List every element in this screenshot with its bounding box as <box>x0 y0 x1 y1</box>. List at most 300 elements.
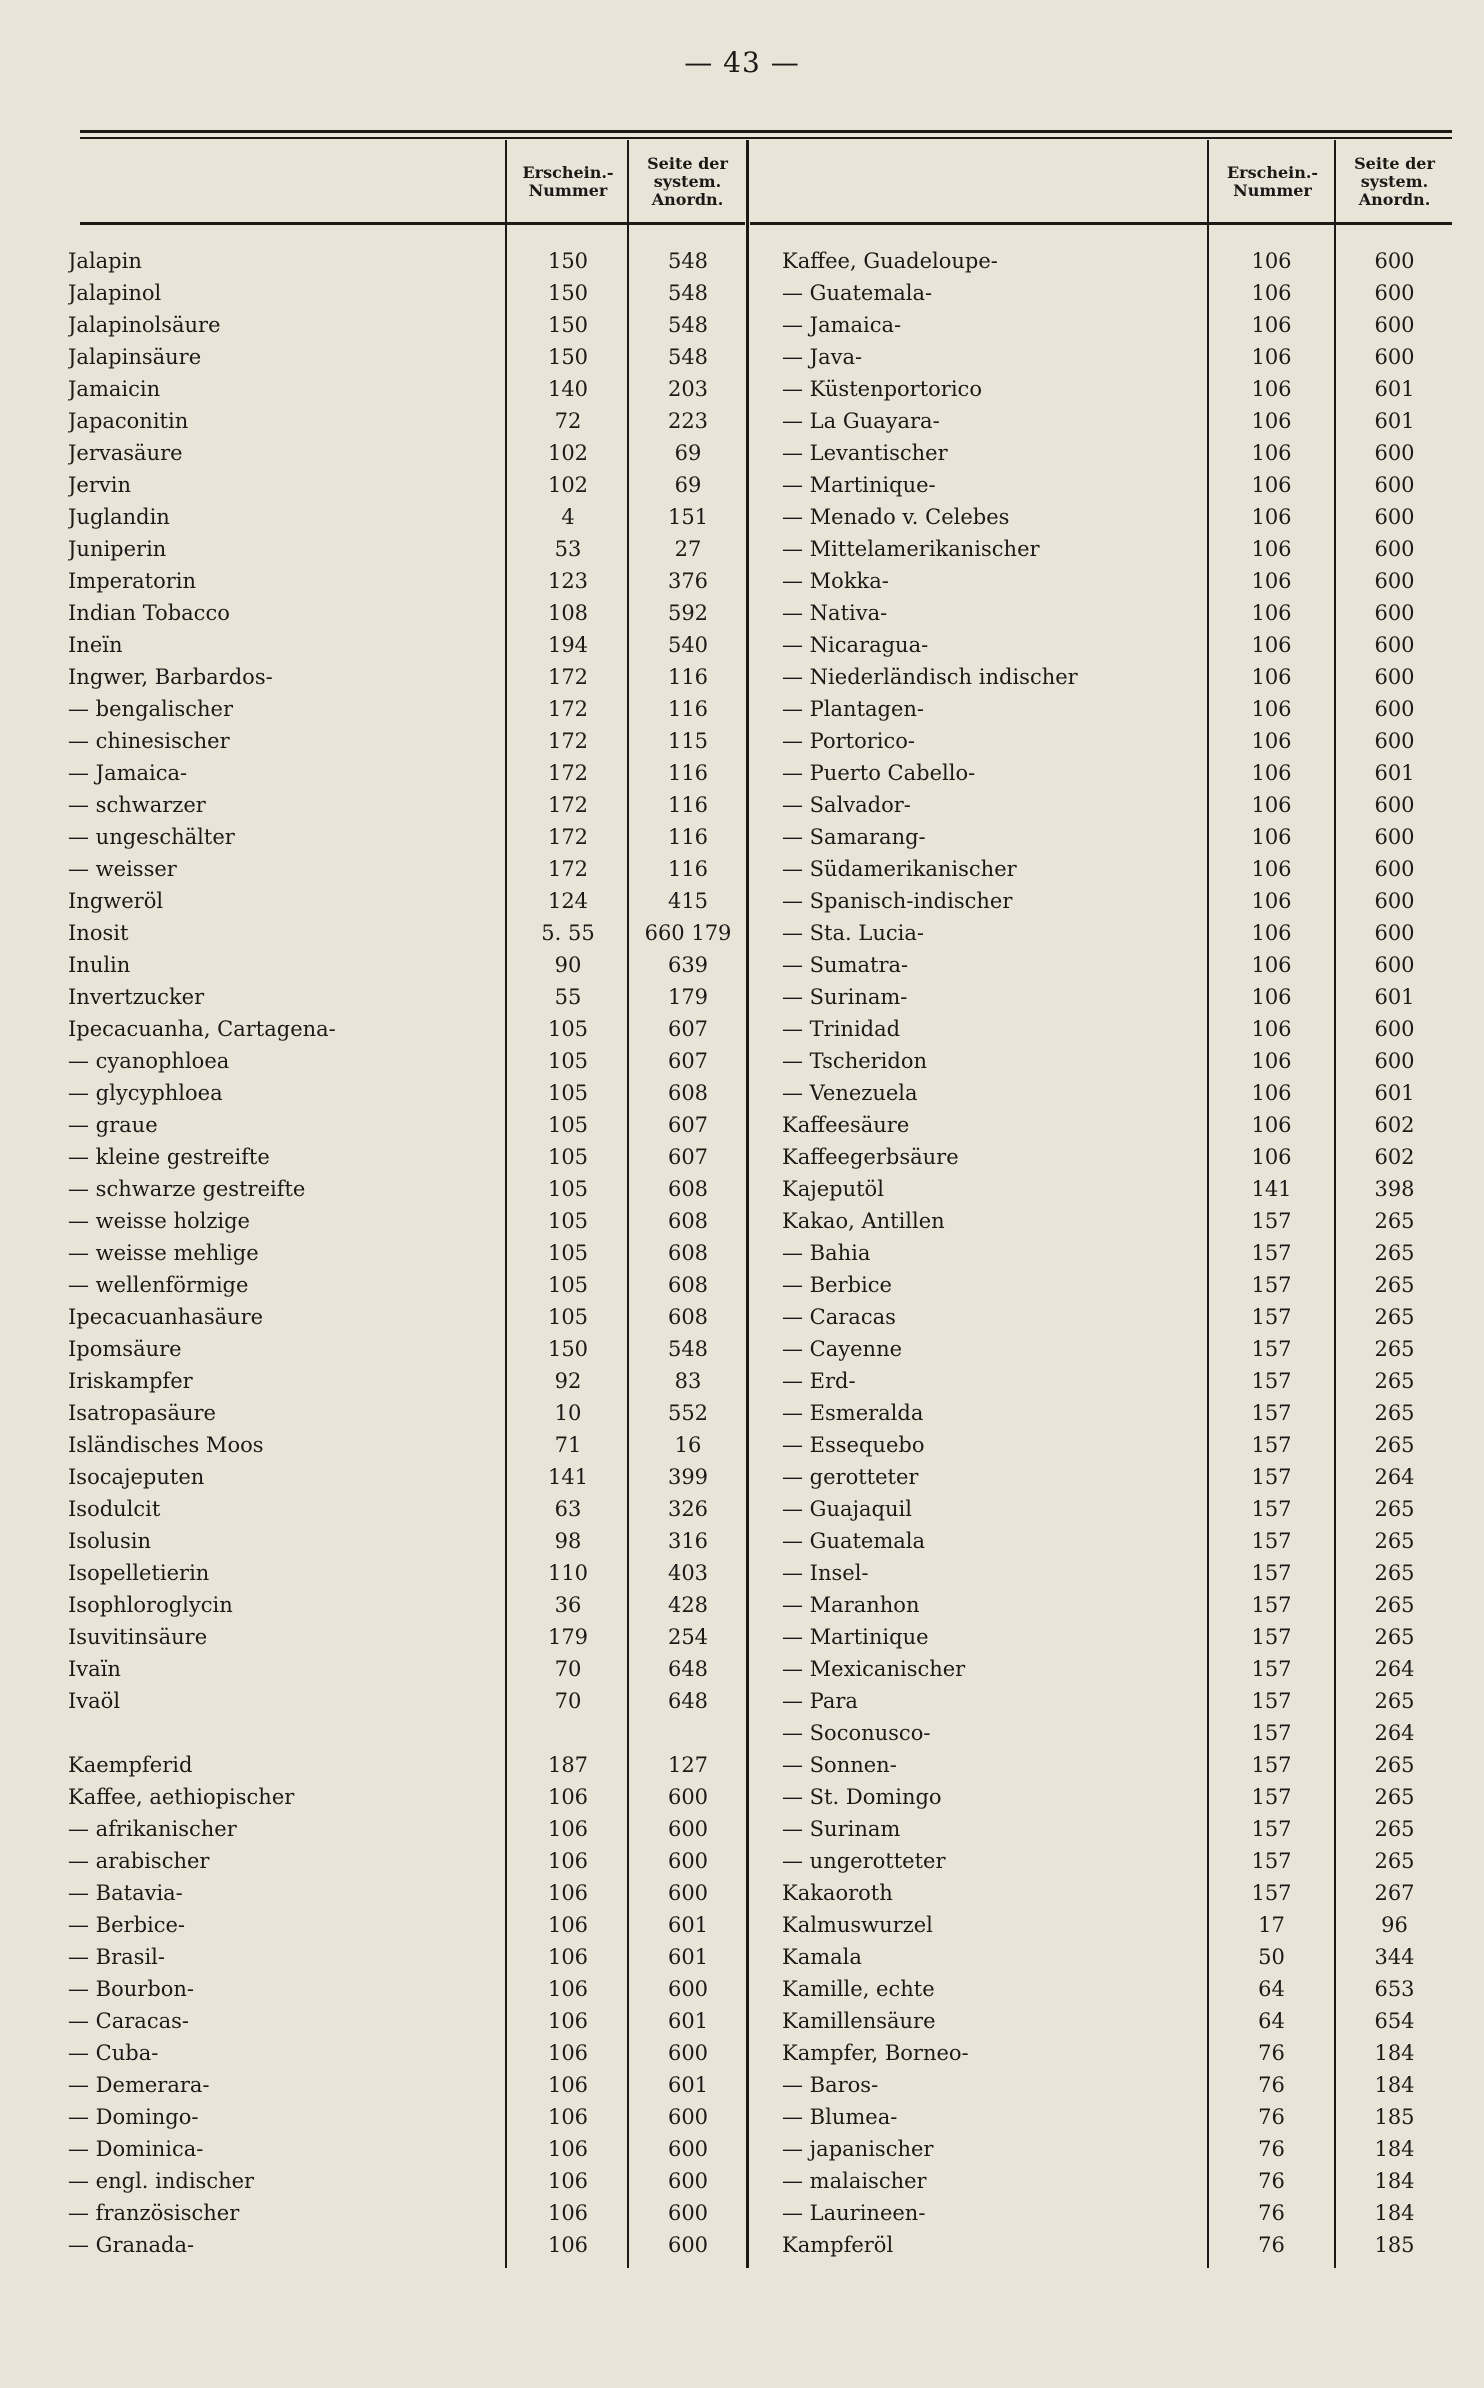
entry-seite: 265 <box>1374 1625 1415 1649</box>
entry-erschein-nummer: 102 <box>547 441 589 465</box>
entry-seite: 600 <box>1374 793 1415 817</box>
index-entry <box>782 1589 1452 1621</box>
index-entry <box>68 1781 748 1813</box>
index-entry <box>68 2037 748 2069</box>
entry-erschein-nummer: 106 <box>1251 505 1292 529</box>
entry-erschein-nummer: 106 <box>1251 473 1292 497</box>
index-entry <box>68 2101 748 2133</box>
entry-seite: 265 <box>1374 1337 1415 1361</box>
index-entry <box>68 1557 748 1589</box>
entry-seite: 265 <box>1374 1401 1415 1425</box>
entry-name: — Tscheridon <box>782 1049 928 1073</box>
entry-seite: 267 <box>1374 1881 1415 1905</box>
entry-seite: 600 <box>1374 697 1415 721</box>
entry-name: — weisse mehlige <box>68 1241 259 1265</box>
index-entry <box>782 725 1452 757</box>
index-entry <box>68 501 748 533</box>
entry-seite: 376 <box>667 569 709 593</box>
entry-name: Inulin <box>68 953 131 977</box>
entry-erschein-nummer: 106 <box>547 2233 589 2257</box>
entry-erschein-nummer: 76 <box>1258 2073 1285 2097</box>
index-entry <box>782 2133 1452 2165</box>
entry-name: Isocajeputen <box>68 1465 205 1489</box>
entry-seite: 654 <box>1374 2009 1415 2033</box>
entry-name: — arabischer <box>68 1849 210 1873</box>
entry-erschein-nummer: 50 <box>1258 1945 1285 1969</box>
entry-erschein-nummer: 105 <box>547 1177 589 1201</box>
index-entry <box>68 1685 748 1717</box>
entry-erschein-nummer: 172 <box>547 761 589 785</box>
entry-name: — Laurineen- <box>782 2201 926 2225</box>
entry-erschein-nummer: 106 <box>1251 537 1292 561</box>
entry-erschein-nummer: 53 <box>554 537 582 561</box>
entry-erschein-nummer: 110 <box>547 1561 589 1585</box>
entry-name: — Esmeralda <box>782 1401 924 1425</box>
entry-name: — Puerto Cabello- <box>782 761 976 785</box>
entry-seite: 265 <box>1374 1561 1415 1585</box>
entry-seite: 601 <box>667 2009 709 2033</box>
index-entry <box>68 373 748 405</box>
entry-name: Jalapinsäure <box>68 345 202 369</box>
entry-seite: 607 <box>667 1145 709 1169</box>
entry-name: — französischer <box>68 2201 240 2225</box>
index-entry <box>68 597 748 629</box>
index-entry <box>68 2165 748 2197</box>
entry-seite: 592 <box>667 601 709 625</box>
index-entry <box>68 1429 748 1461</box>
index-entry <box>782 981 1452 1013</box>
entry-name: — bengalischer <box>68 697 233 721</box>
entry-erschein-nummer: 150 <box>547 313 589 337</box>
entry-seite: 265 <box>1374 1593 1415 1617</box>
index-entry <box>68 1621 748 1653</box>
entry-name: Jalapinolsäure <box>68 313 221 337</box>
entry-name: — wellenförmige <box>68 1273 249 1297</box>
entry-seite: 600 <box>667 2201 709 2225</box>
entry-name: — Erd- <box>782 1369 856 1393</box>
index-entry <box>68 1717 748 1749</box>
entry-erschein-nummer: 105 <box>547 1049 589 1073</box>
entry-erschein-nummer: 106 <box>1251 569 1292 593</box>
entry-name: Kamala <box>782 1945 862 1969</box>
entry-erschein-nummer: 157 <box>1251 1849 1292 1873</box>
index-entry <box>68 917 748 949</box>
entry-name: — Martinique <box>782 1625 929 1649</box>
entry-name: Ingwer, Barbardos- <box>68 665 273 689</box>
entry-erschein-nummer: 106 <box>1251 825 1292 849</box>
entry-erschein-nummer: 106 <box>1251 441 1292 465</box>
entry-name: — chinesischer <box>68 729 230 753</box>
entry-name: Ivaöl <box>68 1689 121 1713</box>
index-entry <box>68 1077 748 1109</box>
entry-erschein-nummer: 105 <box>547 1305 589 1329</box>
entry-name: Indian Tobacco <box>68 601 230 625</box>
index-entry <box>782 1973 1452 2005</box>
index-entry <box>782 565 1452 597</box>
entry-erschein-nummer: 157 <box>1251 1433 1292 1457</box>
entry-erschein-nummer: 4 <box>561 505 575 529</box>
entry-seite: 608 <box>667 1305 709 1329</box>
index-entry <box>68 309 748 341</box>
entry-erschein-nummer: 106 <box>1251 1113 1292 1137</box>
index-entry <box>782 1493 1452 1525</box>
index-entry <box>782 1525 1452 1557</box>
index-entry <box>68 1845 748 1877</box>
entry-name: — Küstenportorico <box>782 377 982 401</box>
entry-erschein-nummer: 10 <box>554 1401 582 1425</box>
entry-seite: 265 <box>1374 1785 1415 1809</box>
entry-erschein-nummer: 106 <box>547 2041 589 2065</box>
index-entry <box>68 1909 748 1941</box>
entry-erschein-nummer: 157 <box>1251 1529 1292 1553</box>
entry-erschein-nummer: 106 <box>1251 281 1292 305</box>
entry-erschein-nummer: 63 <box>554 1497 582 1521</box>
index-entry <box>782 405 1452 437</box>
entry-seite: 184 <box>1374 2201 1415 2225</box>
entry-erschein-nummer: 106 <box>547 2137 589 2161</box>
index-entry <box>782 917 1452 949</box>
entry-erschein-nummer: 105 <box>547 1209 589 1233</box>
entry-name: Ineïn <box>68 633 123 657</box>
header-left-seite: Seite der system. Anordn. <box>647 154 728 209</box>
entry-erschein-nummer: 172 <box>547 857 589 881</box>
entry-erschein-nummer: 76 <box>1258 2233 1285 2257</box>
entry-name: — Insel- <box>782 1561 869 1585</box>
entry-name: — Guatemala <box>782 1529 926 1553</box>
index-entry <box>782 629 1452 661</box>
entry-seite: 601 <box>1374 377 1415 401</box>
index-entry <box>68 1365 748 1397</box>
entry-erschein-nummer: 150 <box>547 281 589 305</box>
entry-erschein-nummer: 157 <box>1251 1401 1292 1425</box>
entry-name: Jamaicin <box>68 377 161 401</box>
index-entry <box>782 1045 1452 1077</box>
index-entry <box>782 1685 1452 1717</box>
entry-seite: 265 <box>1374 1529 1415 1553</box>
entry-seite: 548 <box>667 249 709 273</box>
entry-name: — Cayenne <box>782 1337 903 1361</box>
entry-name: — Surinam- <box>782 985 908 1009</box>
entry-seite: 600 <box>1374 729 1415 753</box>
index-entry <box>68 1013 748 1045</box>
index-entry <box>782 2165 1452 2197</box>
entry-seite: 601 <box>667 1913 709 1937</box>
index-entry <box>782 693 1452 725</box>
entry-seite: 116 <box>667 825 709 849</box>
entry-erschein-nummer: 157 <box>1251 1753 1292 1777</box>
entry-erschein-nummer: 106 <box>1251 761 1292 785</box>
entry-seite: 600 <box>667 1785 709 1809</box>
entry-name: — Granada- <box>68 2233 195 2257</box>
entry-name: — weisse holzige <box>68 1209 250 1233</box>
entry-seite: 601 <box>1374 1081 1415 1105</box>
entry-erschein-nummer: 108 <box>547 601 589 625</box>
entry-seite: 116 <box>667 665 709 689</box>
entry-seite: 600 <box>667 2041 709 2065</box>
entry-seite: 403 <box>667 1561 709 1585</box>
entry-name: — Cuba- <box>68 2041 159 2065</box>
index-entry <box>782 1205 1452 1237</box>
entry-name: — kleine gestreifte <box>68 1145 270 1169</box>
entry-seite: 69 <box>674 473 702 497</box>
entry-erschein-nummer: 157 <box>1251 1785 1292 1809</box>
entry-seite: 600 <box>1374 889 1415 913</box>
entry-erschein-nummer: 106 <box>1251 985 1292 1009</box>
index-entry <box>68 1589 748 1621</box>
entry-name: Ingweröl <box>68 889 164 913</box>
entry-seite: 151 <box>667 505 709 529</box>
index-entry <box>782 1237 1452 1269</box>
entry-erschein-nummer: 70 <box>554 1657 582 1681</box>
entry-seite: 608 <box>667 1241 709 1265</box>
index-entry <box>782 1301 1452 1333</box>
entry-name: — Demerara- <box>68 2073 210 2097</box>
entry-seite: 600 <box>1374 281 1415 305</box>
entry-name: — Blumea- <box>782 2105 898 2129</box>
entry-erschein-nummer: 98 <box>554 1529 582 1553</box>
entry-name: — Bourbon- <box>68 1977 195 2001</box>
entry-erschein-nummer: 106 <box>547 2009 589 2033</box>
entry-erschein-nummer: 172 <box>547 697 589 721</box>
entry-name: Juniperin <box>68 537 167 561</box>
entry-seite: 608 <box>667 1273 709 1297</box>
entry-seite: 185 <box>1374 2233 1415 2257</box>
entry-erschein-nummer: 106 <box>547 2201 589 2225</box>
index-entry <box>782 1461 1452 1493</box>
entry-name: Kaffeesäure <box>782 1113 910 1137</box>
index-entry <box>782 2005 1452 2037</box>
entry-erschein-nummer: 76 <box>1258 2041 1285 2065</box>
entry-erschein-nummer: 106 <box>1251 889 1292 913</box>
entry-erschein-nummer: 172 <box>547 729 589 753</box>
entry-erschein-nummer: 17 <box>1258 1913 1285 1937</box>
index-entry <box>68 1397 748 1429</box>
entry-seite: 648 <box>667 1689 709 1713</box>
index-entry <box>68 277 748 309</box>
entry-seite: 415 <box>667 889 709 913</box>
entry-seite: 600 <box>1374 921 1415 945</box>
entry-seite: 601 <box>1374 761 1415 785</box>
entry-seite: 184 <box>1374 2041 1415 2065</box>
entry-seite: 548 <box>667 281 709 305</box>
header-left-erschein-nummer: Erschein.- Nummer <box>522 163 614 200</box>
entry-erschein-nummer: 106 <box>547 1785 589 1809</box>
index-entry <box>782 1781 1452 1813</box>
entry-seite: 608 <box>667 1209 709 1233</box>
index-entry <box>68 981 748 1013</box>
entry-name: — Caracas <box>782 1305 896 1329</box>
entry-name: Kalmuswurzel <box>782 1913 933 1937</box>
entry-seite: 600 <box>1374 633 1415 657</box>
entry-name: — schwarzer <box>68 793 206 817</box>
entry-seite: 607 <box>667 1049 709 1073</box>
entry-name: — Bahia <box>782 1241 871 1265</box>
entry-erschein-nummer: 106 <box>1251 697 1292 721</box>
entry-erschein-nummer: 106 <box>547 1817 589 1841</box>
entry-name: Kaffeegerbsäure <box>782 1145 959 1169</box>
entry-erschein-nummer: 106 <box>547 1977 589 2001</box>
entry-seite: 265 <box>1374 1369 1415 1393</box>
entry-erschein-nummer: 105 <box>547 1145 589 1169</box>
entry-seite: 648 <box>667 1657 709 1681</box>
left-index-column <box>68 245 748 2261</box>
entry-erschein-nummer: 72 <box>554 409 582 433</box>
index-entry <box>68 1877 748 1909</box>
header-right-erschein-nummer: Erschein.- Nummer <box>1226 163 1319 200</box>
entry-erschein-nummer: 157 <box>1251 1209 1292 1233</box>
entry-name: Isuvitinsäure <box>68 1625 208 1649</box>
entry-erschein-nummer: 106 <box>1251 857 1292 881</box>
index-entry <box>68 693 748 725</box>
entry-name: — Essequebo <box>782 1433 925 1457</box>
index-entry <box>782 245 1452 277</box>
entry-erschein-nummer: 157 <box>1251 1337 1292 1361</box>
entry-seite: 265 <box>1374 1241 1415 1265</box>
entry-erschein-nummer: 106 <box>1251 793 1292 817</box>
index-entry <box>68 1653 748 1685</box>
index-entry <box>782 277 1452 309</box>
entry-name: Isländisches Moos <box>68 1433 264 1457</box>
index-entry <box>68 1813 748 1845</box>
entry-name: — ungeschälter <box>68 825 235 849</box>
index-entry <box>68 1141 748 1173</box>
entry-name: — ungerotteter <box>782 1849 946 1873</box>
entry-name: — Samarang- <box>782 825 926 849</box>
entry-name: — Surinam <box>782 1817 901 1841</box>
entry-erschein-nummer: 172 <box>547 665 589 689</box>
entry-name: Jalapinol <box>68 281 162 305</box>
entry-name: — cyanophloea <box>68 1049 230 1073</box>
header-rule-left <box>80 222 745 225</box>
entry-erschein-nummer: 124 <box>547 889 589 913</box>
index-entry <box>68 1973 748 2005</box>
entry-seite: 552 <box>667 1401 709 1425</box>
entry-seite: 265 <box>1374 1497 1415 1521</box>
page-number: — 43 — <box>684 46 800 79</box>
entry-seite: 116 <box>667 793 709 817</box>
entry-seite: 600 <box>1374 473 1415 497</box>
entry-seite: 265 <box>1374 1273 1415 1297</box>
entry-name: Ipecacuanha, Cartagena- <box>68 1017 336 1041</box>
entry-seite: 116 <box>667 697 709 721</box>
index-entry <box>782 1109 1452 1141</box>
entry-seite: 265 <box>1374 1753 1415 1777</box>
entry-erschein-nummer: 157 <box>1251 1497 1292 1521</box>
entry-erschein-nummer: 157 <box>1251 1657 1292 1681</box>
entry-seite: 600 <box>667 1849 709 1873</box>
entry-name: — Niederländisch indischer <box>782 665 1078 689</box>
entry-name: — weisser <box>68 857 177 881</box>
index-entry <box>782 949 1452 981</box>
entry-seite: 316 <box>667 1529 709 1553</box>
entry-erschein-nummer: 150 <box>547 1337 589 1361</box>
entry-name: — Sumatra- <box>782 953 909 977</box>
index-entry <box>68 1109 748 1141</box>
index-entry <box>782 1557 1452 1589</box>
index-entry <box>782 1429 1452 1461</box>
index-entry <box>782 341 1452 373</box>
entry-erschein-nummer: 157 <box>1251 1817 1292 1841</box>
index-entry <box>782 1269 1452 1301</box>
entry-name: Kaffee, Guadeloupe- <box>782 249 998 273</box>
entry-erschein-nummer: 157 <box>1251 1369 1292 1393</box>
entry-seite: 116 <box>667 857 709 881</box>
index-entry <box>782 373 1452 405</box>
index-entry <box>68 1941 748 1973</box>
entry-name: Kajeputöl <box>782 1177 884 1201</box>
entry-name: — Südamerikanischer <box>782 857 1017 881</box>
index-entry <box>782 1077 1452 1109</box>
entry-erschein-nummer: 105 <box>547 1113 589 1137</box>
entry-seite: 600 <box>1374 345 1415 369</box>
entry-erschein-nummer: 106 <box>547 1881 589 1905</box>
index-entry <box>782 597 1452 629</box>
entry-name: — Batavia- <box>68 1881 183 1905</box>
entry-erschein-nummer: 106 <box>1251 729 1292 753</box>
entry-seite: 601 <box>1374 409 1415 433</box>
entry-erschein-nummer: 123 <box>547 569 589 593</box>
entry-seite: 254 <box>667 1625 709 1649</box>
top-rule-secondary <box>80 137 1452 139</box>
entry-seite: 600 <box>1374 1049 1415 1073</box>
entry-erschein-nummer: 106 <box>1251 249 1292 273</box>
entry-erschein-nummer: 106 <box>1251 377 1292 401</box>
entry-erschein-nummer: 157 <box>1251 1593 1292 1617</box>
entry-erschein-nummer: 106 <box>1251 921 1292 945</box>
entry-erschein-nummer: 70 <box>554 1689 582 1713</box>
entry-erschein-nummer: 157 <box>1251 1881 1292 1905</box>
entry-name: — Trinidad <box>782 1017 901 1041</box>
entry-erschein-nummer: 76 <box>1258 2105 1285 2129</box>
entry-name: — Portorico- <box>782 729 915 753</box>
entry-erschein-nummer: 106 <box>547 1913 589 1937</box>
entry-name: — Java- <box>782 345 863 369</box>
entry-name: Isodulcit <box>68 1497 161 1521</box>
entry-seite: 600 <box>1374 665 1415 689</box>
entry-seite: 265 <box>1374 1817 1415 1841</box>
index-entry <box>782 885 1452 917</box>
entry-name: — La Guayara- <box>782 409 940 433</box>
entry-erschein-nummer: 106 <box>547 2073 589 2097</box>
entry-seite: 344 <box>1374 1945 1415 1969</box>
entry-seite: 602 <box>1374 1145 1415 1169</box>
entry-erschein-nummer: 105 <box>547 1081 589 1105</box>
entry-name: Isatropasäure <box>68 1401 216 1425</box>
index-entry <box>68 853 748 885</box>
entry-name: — Salvador- <box>782 793 911 817</box>
index-entry <box>68 469 748 501</box>
entry-name: — Martinique- <box>782 473 936 497</box>
entry-seite: 601 <box>1374 985 1415 1009</box>
index-entry <box>68 1461 748 1493</box>
index-entry <box>782 2229 1452 2261</box>
entry-seite: 639 <box>667 953 709 977</box>
entry-seite: 608 <box>667 1177 709 1201</box>
entry-name: — Domingo- <box>68 2105 199 2129</box>
entry-seite: 600 <box>1374 569 1415 593</box>
index-entry <box>782 2197 1452 2229</box>
entry-seite: 184 <box>1374 2137 1415 2161</box>
entry-name: — Mittelamerikanischer <box>782 537 1040 561</box>
entry-erschein-nummer: 172 <box>547 825 589 849</box>
index-entry <box>68 949 748 981</box>
entry-name: — Spanisch-indischer <box>782 889 1013 913</box>
entry-name: — graue <box>68 1113 158 1137</box>
index-entry <box>782 1397 1452 1429</box>
entry-name: Isopelletierin <box>68 1561 210 1585</box>
entry-name: — Nicaragua- <box>782 633 929 657</box>
entry-erschein-nummer: 71 <box>554 1433 582 1457</box>
